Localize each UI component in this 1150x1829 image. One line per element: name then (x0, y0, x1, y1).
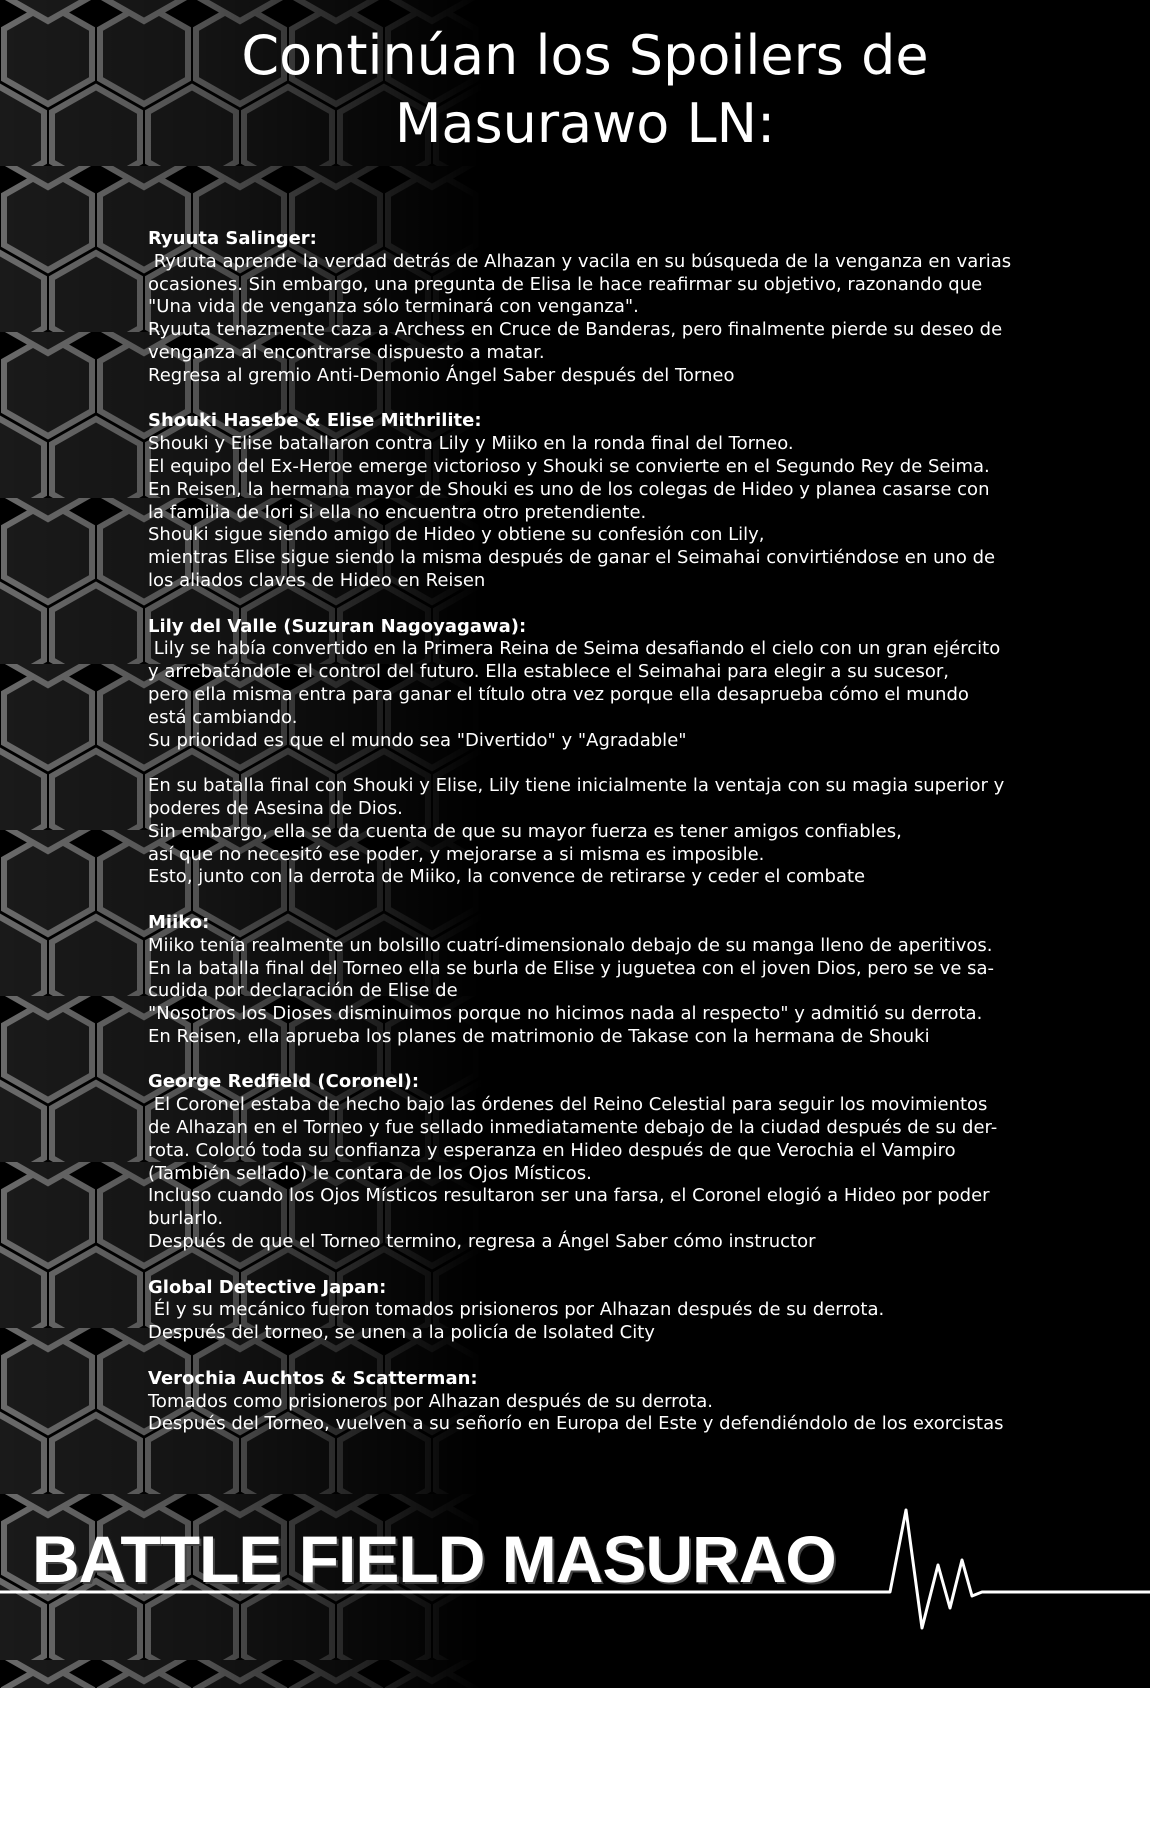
section-line: ocasiones. Sin embargo, una pregunta de Elisa le hace reafirmar su objetivo, razonando que (148, 273, 983, 295)
section-line: Sin embargo, ella se da cuenta de que su mayor fuerza es tener amigos confiables, (148, 820, 902, 842)
section-line: El equipo del Ex-Heroe emerge victorioso y Shouki se convierte en el Segundo Rey de Seima. (148, 455, 990, 477)
section-line: Shouki sigue siendo amigo de Hideo y obtiene su confesión con Lily, (148, 524, 765, 546)
section-line: Él y su mecánico fueron tomados prisioneros por Alhazan después de su derrota. (148, 1299, 885, 1321)
section-line: los aliados claves de Hideo en Reisen (148, 569, 486, 591)
section-line: En Reisen, ella aprueba los planes de matrimonio de Takase con la hermana de Shouki (148, 1025, 930, 1047)
section-line: "Una vida de venganza sólo terminará con venganza". (148, 296, 639, 318)
section-line: Miiko tenía realmente un bolsillo cuatrí-dimensionalo debajo de su manga lleno de aperitivos. (148, 934, 993, 956)
section-line: (También sellado) le contara de los Ojos Místicos. (148, 1162, 592, 1184)
section-line: Su prioridad es que el mundo sea "Divertido" y "Agradable" (148, 729, 687, 751)
page-title-line-1: Continúan los Spoilers de (241, 24, 929, 87)
section-heading: Lily del Valle (Suzuran Nagoyagawa): (148, 615, 527, 637)
section-line: está cambiando. (148, 706, 298, 728)
section-line: Ryuuta aprende la verdad detrás de Alhazan y vacila en su búsqueda de la venganza en varias (148, 250, 1012, 272)
section-line: de Alhazan en el Torneo y fue sellado inmediatamente debajo de la ciudad después de su der- (148, 1117, 998, 1139)
section-line: En su batalla final con Shouki y Elise, Lily tiene inicialmente la ventaja con su magia superior y (148, 775, 1005, 797)
section-line: Shouki y Elise batallaron contra Lily y Miiko en la ronda final del Torneo. (148, 433, 794, 455)
section-line: poderes de Asesina de Dios. (148, 797, 403, 819)
section-line: En la batalla final del Torneo ella se burla de Elise y juguetea con el joven Dios, pero se ve sa- (148, 957, 995, 979)
section-heading: George Redfield (Coronel): (148, 1071, 420, 1093)
section-line: Esto, junto con la derrota de Miiko, la convence de retirarse y ceder el combate (148, 866, 866, 888)
section-line: y arrebatándole el control del futuro. Ella establece el Seimahai para elegir a su sucesor, (148, 661, 949, 683)
section-line: El Coronel estaba de hecho bajo las órdenes del Reino Celestial para seguir los movimientos (148, 1094, 988, 1116)
section-line: rota. Colocó toda su confianza y esperanza en Hideo después de que Verochia el Vampiro (148, 1139, 956, 1161)
section-heading: Global Detective Japan: (148, 1276, 387, 1298)
section-heading: Shouki Hasebe & Elise Mithrilite: (148, 410, 482, 432)
section-line: Después del torneo, se unen a la policía de Isolated City (148, 1322, 655, 1344)
section-line: burlarlo. (148, 1208, 224, 1230)
section-ryuuta-salinger (148, 228, 1018, 388)
section-heading: Miiko: (148, 911, 210, 933)
section-line: Lily se había convertido en la Primera Reina de Seima desafiando el cielo con un gran ejército (148, 638, 1001, 660)
brand-logo-text: BATTLE FIELD MASURAO (32, 1522, 836, 1596)
section-heading: Ryuuta Salinger: (148, 228, 317, 249)
page-title (160, 22, 1010, 158)
section-line: mientras Elise sigue siendo la misma después de ganar el Seimahai convirtiéndose en uno de (148, 547, 996, 569)
section-lily-del-valle (148, 616, 1018, 890)
section-line: cudida por declaración de Elise de (148, 980, 458, 1002)
section-line: Tomados como prisioneros por Alhazan después de su derrota. (148, 1390, 713, 1412)
section-line: la familia de Iori si ella no encuentra otro pretendiente. (148, 501, 647, 523)
page-title-line-2: Masurawo LN: (394, 92, 776, 155)
section-line: "Nosotros los Dioses disminuimos porque no hicimos nada al respecto" y admitió su derrota. (148, 1003, 983, 1025)
section-george-redfield (148, 1071, 1018, 1253)
section-line: Después de que el Torneo termino, regresa a Ángel Saber cómo instructor (148, 1231, 816, 1253)
section-line: así que no necesitó ese poder, y mejorarse a si misma es imposible. (148, 843, 765, 865)
section-line: Incluso cuando los Ojos Místicos resultaron ser una farsa, el Coronel elogió a Hideo por poder (148, 1185, 990, 1207)
section-miiko (148, 912, 1018, 1049)
section-line: Ryuuta tenazmente caza a Archess en Cruce de Banderas, pero finalmente pierde su deseo de (148, 319, 1003, 341)
section-global-detective-japan (148, 1277, 1018, 1345)
section-line (148, 752, 1018, 775)
section-line: pero ella misma entra para ganar el título otra vez porque ella desaprueba cómo el mundo (148, 683, 969, 705)
section-line: Regresa al gremio Anti-Demonio Ángel Saber después del Torneo (148, 364, 735, 386)
section-line: venganza al encontrarse dispuesto a matar. (148, 341, 545, 363)
section-line: En Reisen, la hermana mayor de Shouki es uno de los colegas de Hideo y planea casarse con (148, 478, 990, 500)
spoilers-body (148, 228, 1018, 1459)
section-line: Después del Torneo, vuelven a su señorío en Europa del Este y defendiéndolo de los exorcistas (148, 1413, 1004, 1435)
section-heading: Verochia Auchtos & Scatterman: (148, 1367, 478, 1389)
section-shouki-elise (148, 410, 1018, 592)
